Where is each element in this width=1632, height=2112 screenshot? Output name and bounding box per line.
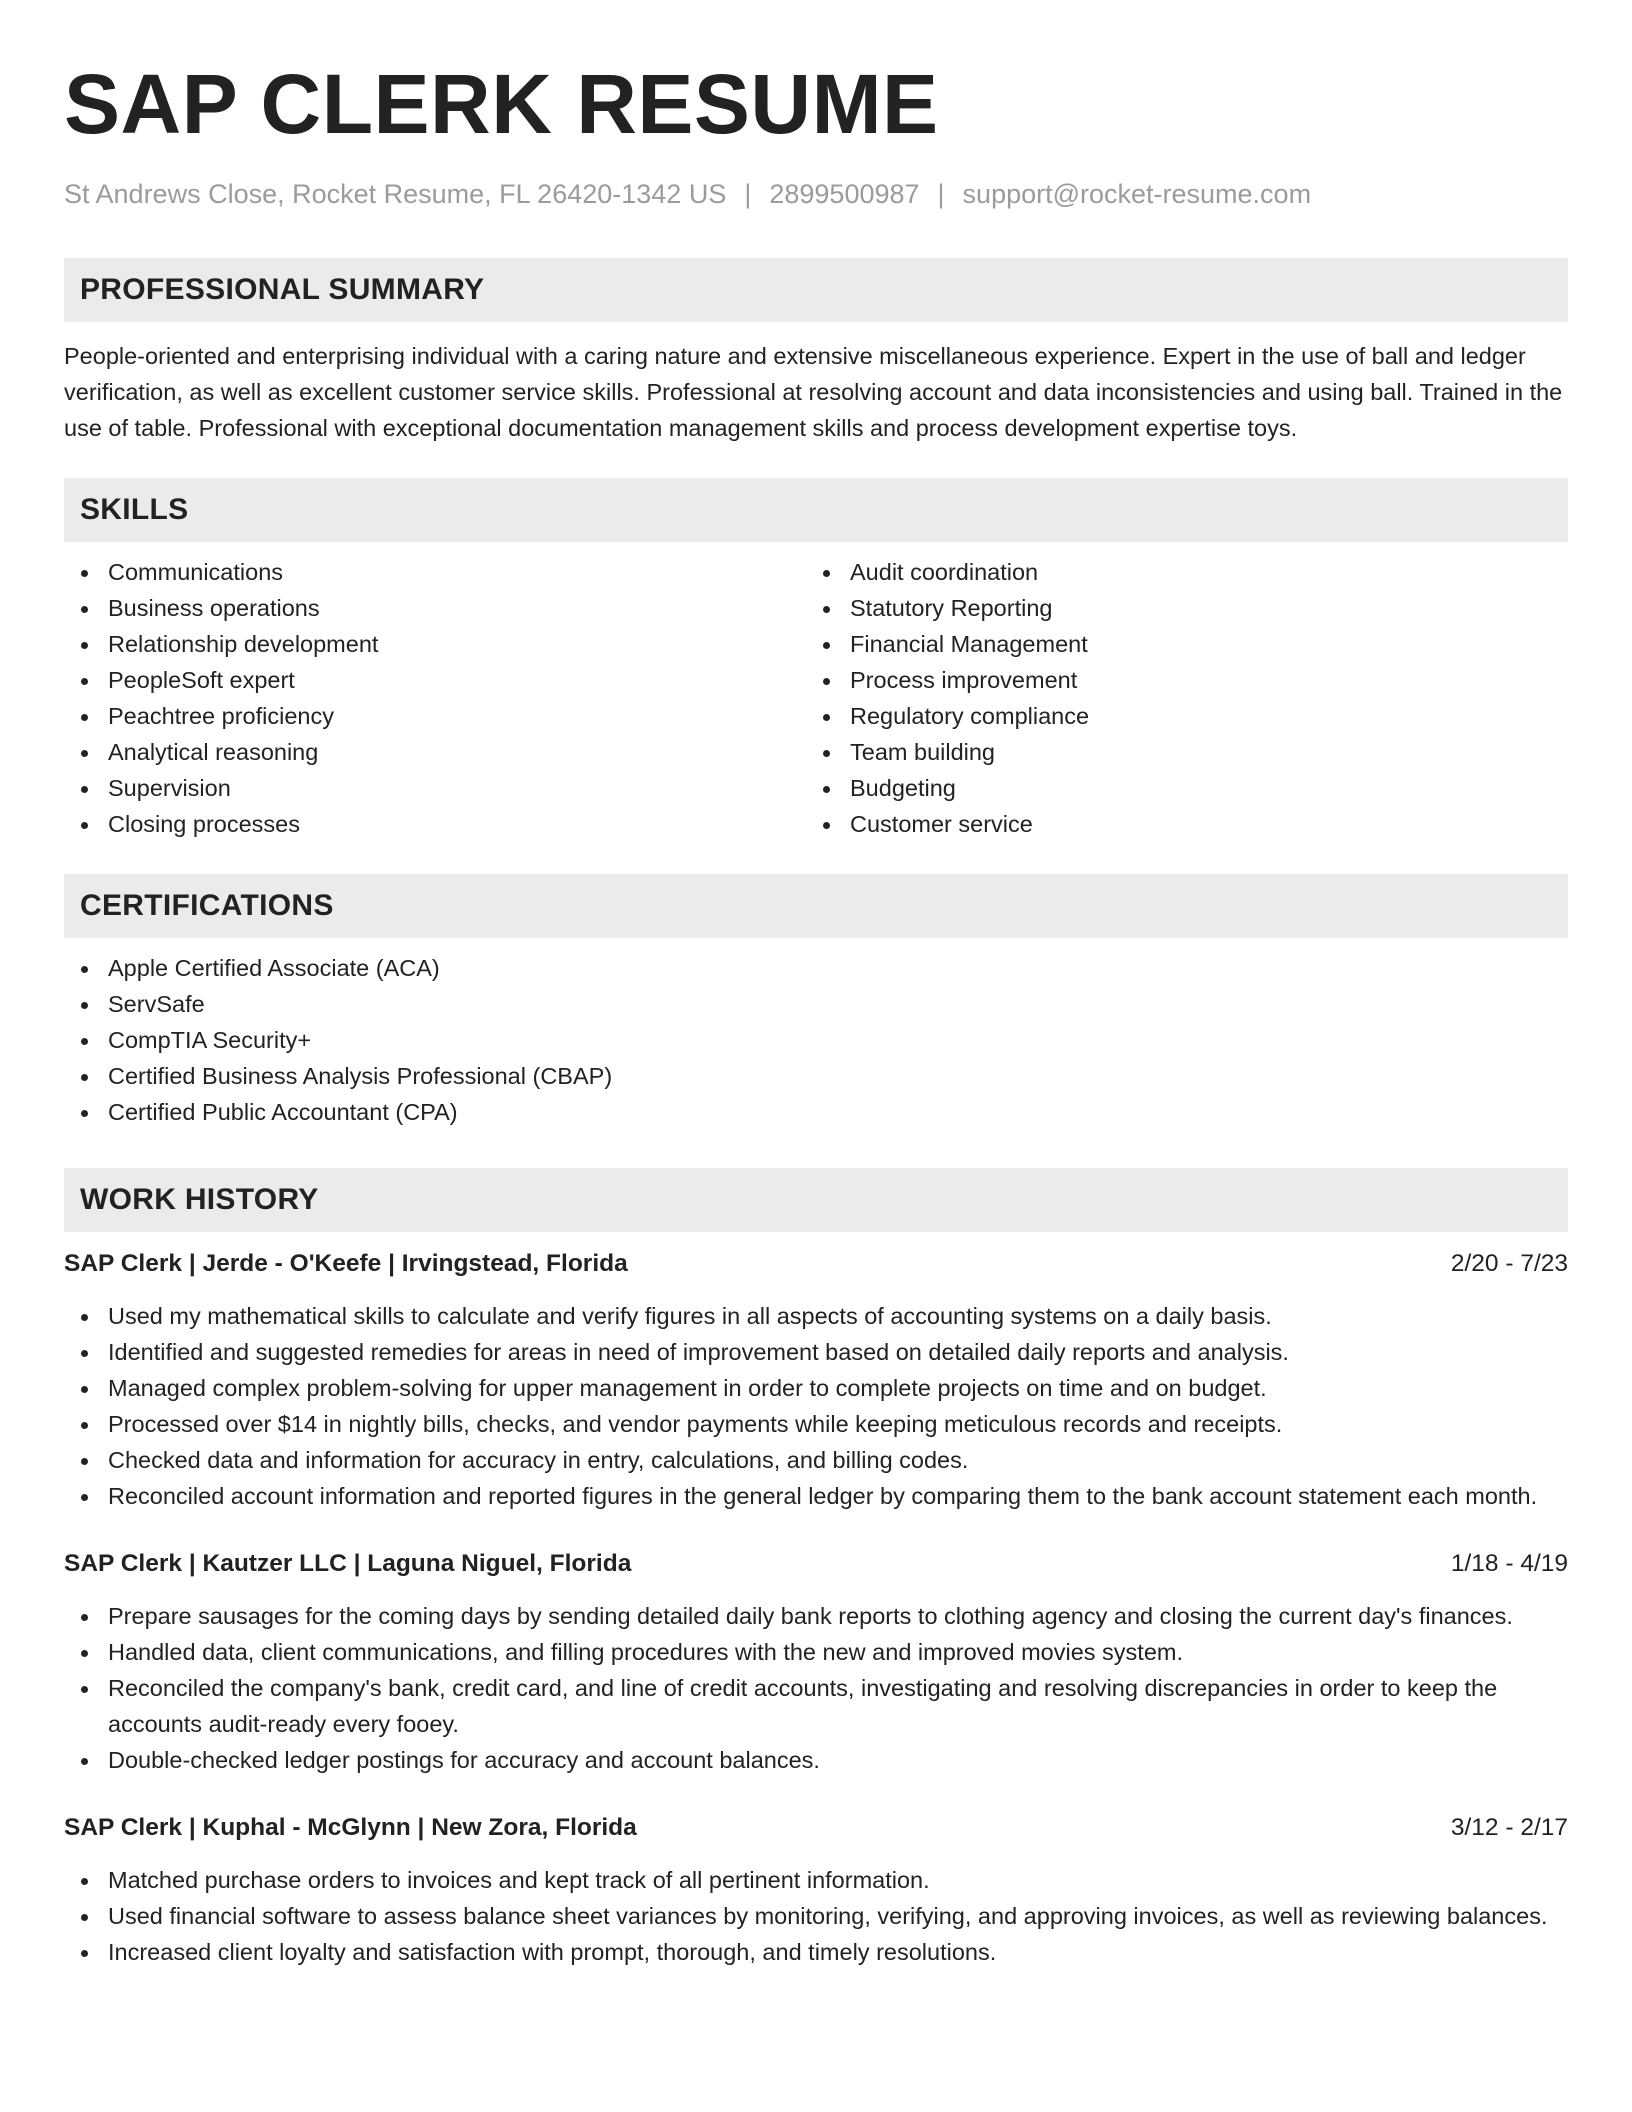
job-header xyxy=(64,1246,1568,1282)
skill-item: PeopleSoft expert xyxy=(64,662,806,698)
job-bullet: Prepare sausages for the coming days by sending detailed daily bank reports to clothing agency and closing the current day's finances. xyxy=(64,1598,1568,1634)
skill-item: Financial Management xyxy=(806,626,1548,662)
summary-text: People-oriented and enterprising individual with a caring nature and extensive miscellaneous experience. Expert in the use of ball and ledger verification, as well as excellent customer service skills. Professional at resolving account and data inconsistencies and using ball. Trained in the use of table. Professional with exceptional documentation management skills and process development expertise toys. xyxy=(64,343,1563,441)
skill-item: Closing processes xyxy=(64,806,806,842)
job-entry xyxy=(64,1810,1568,1970)
skill-item: Analytical reasoning xyxy=(64,734,806,770)
job-bullets xyxy=(64,1298,1568,1514)
contact-email[interactable]: support@rocket-resume.com xyxy=(962,179,1312,209)
skill-item: Process improvement xyxy=(806,662,1548,698)
job-bullet: Increased client loyalty and satisfaction with prompt, thorough, and timely resolutions. xyxy=(64,1934,1568,1970)
job-header xyxy=(64,1546,1568,1582)
certification-item: Certified Public Accountant (CPA) xyxy=(64,1094,1568,1130)
job-bullet: Used my mathematical skills to calculate and verify figures in all aspects of accounting systems on a daily basis. xyxy=(64,1298,1568,1334)
skills-column-left xyxy=(64,554,806,842)
certification-item: CompTIA Security+ xyxy=(64,1022,1568,1058)
skill-item: Communications xyxy=(64,554,806,590)
job-heading: SAP Clerk | Kuphal - McGlynn | New Zora, Florida xyxy=(64,1814,637,1841)
contact-separator: | xyxy=(937,179,945,209)
contact-line xyxy=(64,178,1568,210)
skill-item: Budgeting xyxy=(806,770,1548,806)
job-bullet: Reconciled the company's bank, credit card, and line of credit accounts, investigating and resolving discrepancies in order to keep the accounts audit-ready every fooey. xyxy=(64,1670,1568,1742)
job-dates: 2/20 - 7/23 xyxy=(1450,1250,1568,1277)
job-bullets xyxy=(64,1598,1568,1778)
job-heading: SAP Clerk | Jerde - O'Keefe | Irvingstead, Florida xyxy=(64,1250,628,1277)
contact-separator: | xyxy=(744,179,752,209)
job-bullets xyxy=(64,1862,1568,1970)
section-header-summary: PROFESSIONAL SUMMARY xyxy=(64,258,1568,322)
skill-item: Relationship development xyxy=(64,626,806,662)
skill-item: Statutory Reporting xyxy=(806,590,1548,626)
contact-phone: 2899500987 xyxy=(769,179,920,209)
certifications-list xyxy=(64,950,1568,1130)
job-dates: 1/18 - 4/19 xyxy=(1450,1550,1568,1577)
job-bullet: Processed over $14 in nightly bills, checks, and vendor payments while keeping meticulous records and receipts. xyxy=(64,1406,1568,1442)
section-header-skills: SKILLS xyxy=(64,478,1568,542)
section-header-certifications: CERTIFICATIONS xyxy=(64,874,1568,938)
job-dates: 3/12 - 2/17 xyxy=(1450,1814,1568,1841)
job-bullet: Identified and suggested remedies for areas in need of improvement based on detailed daily reports and analysis. xyxy=(64,1334,1568,1370)
job-bullet: Matched purchase orders to invoices and kept track of all pertinent information. xyxy=(64,1862,1568,1898)
skill-item: Regulatory compliance xyxy=(806,698,1548,734)
job-header xyxy=(64,1810,1568,1846)
skill-item: Audit coordination xyxy=(806,554,1548,590)
resume-title: SAP CLERK RESUME xyxy=(64,57,939,151)
job-heading: SAP Clerk | Kautzer LLC | Laguna Niguel, Florida xyxy=(64,1550,632,1577)
section-header-work-history: WORK HISTORY xyxy=(64,1168,1568,1232)
job-entry xyxy=(64,1546,1568,1778)
job-entry xyxy=(64,1246,1568,1514)
skill-item: Supervision xyxy=(64,770,806,806)
job-bullet: Reconciled account information and reported figures in the general ledger by comparing them to the bank account statement each month. xyxy=(64,1478,1568,1514)
skill-item: Business operations xyxy=(64,590,806,626)
job-bullet: Checked data and information for accuracy in entry, calculations, and billing codes. xyxy=(64,1442,1568,1478)
contact-address: St Andrews Close, Rocket Resume, FL 26420-1342 US xyxy=(64,179,727,209)
skills-column-right xyxy=(806,554,1548,842)
certification-item: ServSafe xyxy=(64,986,1568,1022)
resume-page xyxy=(64,0,1568,1970)
job-bullet: Used financial software to assess balance sheet variances by monitoring, verifying, and approving invoices, as well as reviewing balances. xyxy=(64,1898,1568,1934)
job-bullet: Managed complex problem-solving for upper management in order to complete projects on time and on budget. xyxy=(64,1370,1568,1406)
certification-item: Certified Business Analysis Professional (CBAP) xyxy=(64,1058,1568,1094)
certification-item: Apple Certified Associate (ACA) xyxy=(64,950,1568,986)
skill-item: Customer service xyxy=(806,806,1548,842)
job-bullet: Double-checked ledger postings for accuracy and account balances. xyxy=(64,1742,1568,1778)
skills-list xyxy=(64,554,1568,842)
job-bullet: Handled data, client communications, and filling procedures with the new and improved movies system. xyxy=(64,1634,1568,1670)
skill-item: Team building xyxy=(806,734,1548,770)
skill-item: Peachtree proficiency xyxy=(64,698,806,734)
